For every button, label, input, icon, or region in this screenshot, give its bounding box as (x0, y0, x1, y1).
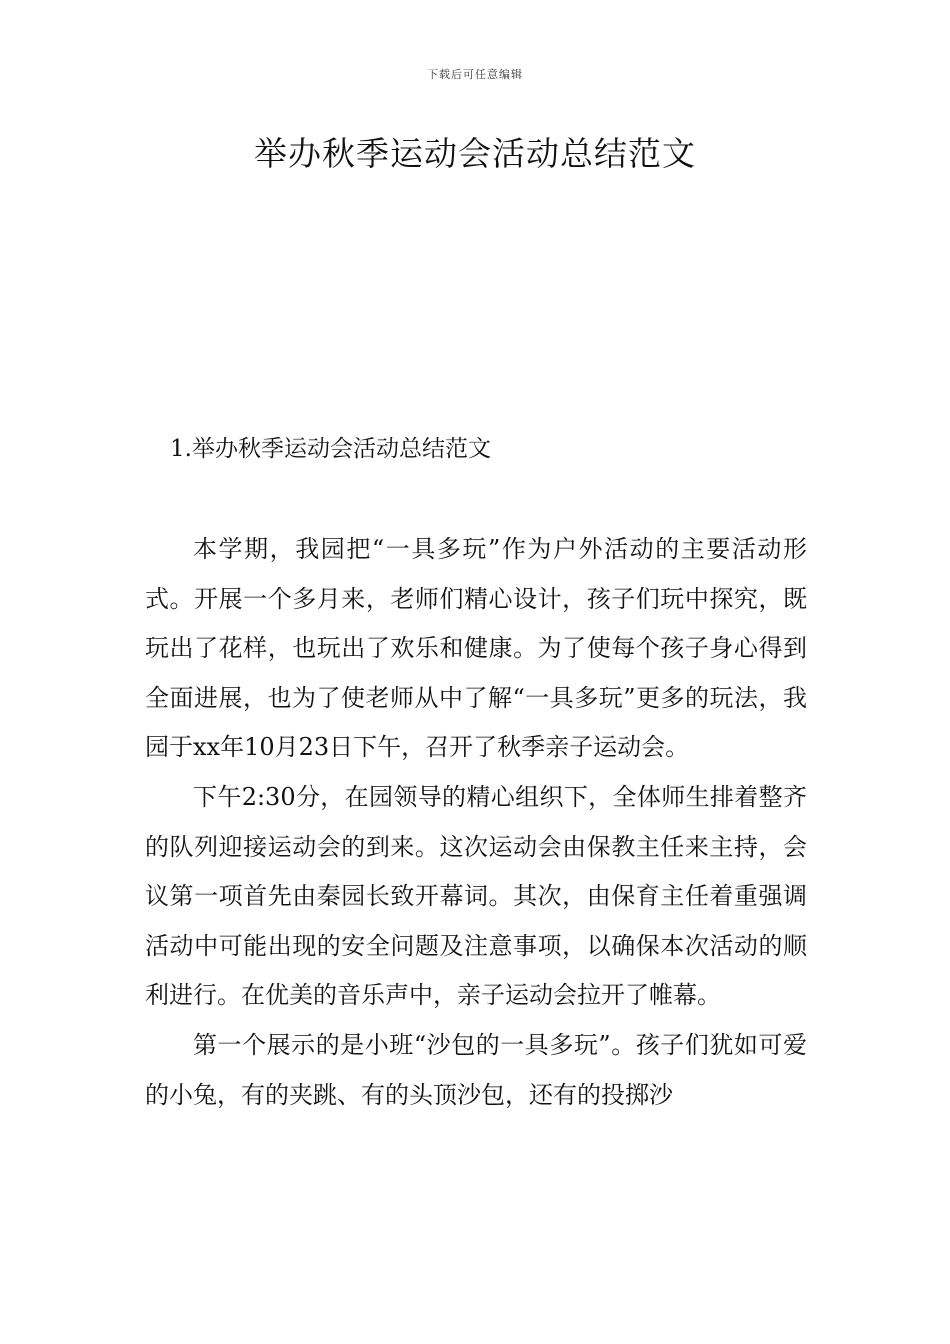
paragraph: 下午2:30分，在园领导的精心组织下，全体师生排着整齐的队列迎接运动会的到来。这次运动会由保教主任来主持，会议第一项首先由秦园长致开幕词。其次，由保育主任着重强调活动中可能出现的安全问题及注意事项，以确保本次活动的顺利进行。在优美的音乐声中，亲子运动会拉开了帷幕。 (145, 782, 807, 1010)
document-body (145, 525, 807, 1120)
header-note: 下载后可任意编辑 (427, 68, 523, 81)
document-title: 举办秋季运动会活动总结范文 (254, 134, 696, 173)
paragraph: 第一个展示的是小班“沙包的一具多玩”。孩子们犹如可爱的小兔，有的夹跳、有的头顶沙包，还有的投掷沙 (145, 1030, 807, 1109)
section-heading: 1.举办秋季运动会活动总结范文 (170, 436, 491, 462)
paragraph: 本学期，我园把“一具多玩”作为户外活动的主要活动形式。开展一个多月来，老师们精心设计，孩子们玩中探究，既玩出了花样，也玩出了欢乐和健康。为了使每个孩子身心得到全面进展，也为了使老师从中了解“一具多玩”更多的玩法，我园于xx年10月23日下午，召开了秋季亲子运动会。 (145, 535, 807, 762)
